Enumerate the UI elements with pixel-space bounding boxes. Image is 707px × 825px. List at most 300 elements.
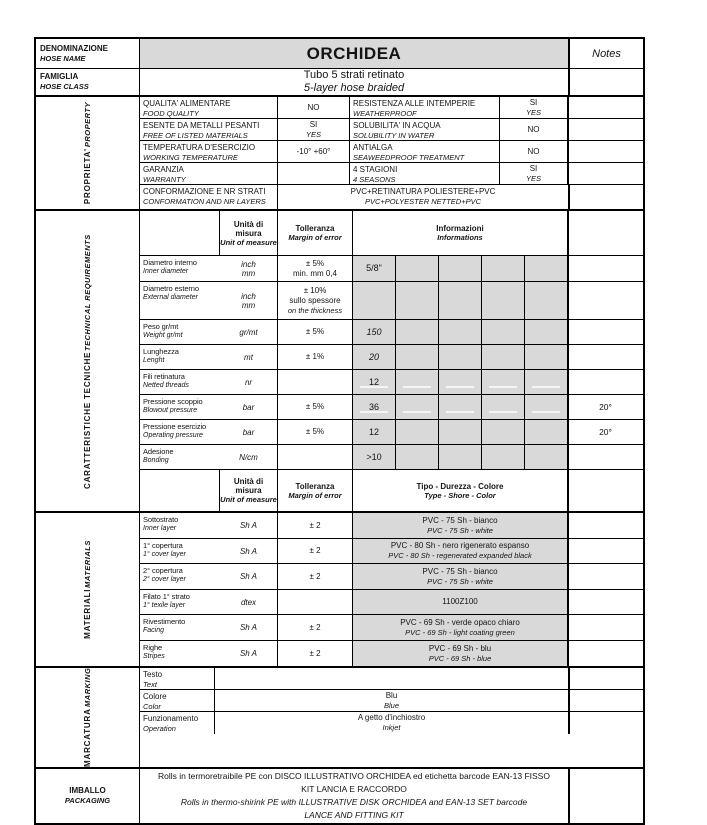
notes-cell bbox=[568, 119, 642, 140]
material-value-en: PVC - 69 Sh - light coating green bbox=[405, 627, 515, 637]
tolerance-value bbox=[278, 641, 353, 666]
notes-cell bbox=[569, 769, 643, 823]
data-cell bbox=[396, 420, 439, 444]
row-hose-name bbox=[36, 39, 643, 69]
property-name-en: SOLUBILITY IN WATER bbox=[353, 131, 435, 140]
tech-param-name-en: Blowout pressure bbox=[143, 407, 198, 414]
material-layer-name-it: Righe bbox=[143, 643, 163, 652]
tolerance-line: ± 2 bbox=[309, 546, 321, 555]
tech-row bbox=[140, 395, 643, 420]
material-row bbox=[140, 539, 643, 564]
material-value-it: 1100Z100 bbox=[442, 597, 478, 606]
property-value bbox=[278, 97, 350, 118]
material-layer bbox=[140, 513, 278, 538]
tolerance-value bbox=[278, 370, 353, 394]
type-shore-color-header-it: Tipo - Durezza - Colore bbox=[416, 481, 504, 491]
unit-line: N/cm bbox=[239, 452, 258, 462]
material-value-it: PVC - 75 Sh - bianco bbox=[422, 566, 498, 576]
tech-param-name bbox=[140, 256, 220, 281]
tolerance-value bbox=[278, 282, 353, 319]
conformation-value-it: PVC+RETINATURA POLIESTERE+PVC bbox=[350, 187, 496, 196]
property-row bbox=[140, 97, 643, 119]
data-cell bbox=[396, 256, 439, 281]
material-value bbox=[353, 513, 568, 538]
material-layer bbox=[140, 564, 278, 589]
material-layer bbox=[140, 590, 278, 614]
marking-row bbox=[140, 712, 643, 734]
materials-section-label-en: MATERIALS bbox=[83, 540, 92, 588]
data-cell bbox=[439, 282, 482, 319]
tech-param-name bbox=[140, 420, 220, 444]
data-cell bbox=[482, 395, 525, 419]
section-technical bbox=[36, 211, 643, 513]
material-value-it: PVC - 69 Sh - verde opaco chiaro bbox=[400, 617, 520, 627]
tolerance-value bbox=[278, 420, 353, 444]
material-value bbox=[353, 641, 568, 666]
unit-header-en: Unit of measure bbox=[220, 495, 277, 504]
data-value: 5/8" bbox=[366, 263, 382, 273]
data-cell bbox=[482, 345, 525, 369]
informations-header bbox=[353, 211, 568, 255]
informations-header-en: Informations bbox=[437, 233, 483, 242]
tech-param-name-it: Adesione bbox=[143, 447, 174, 456]
material-value bbox=[353, 564, 568, 589]
property-value-en: YES bbox=[525, 173, 541, 183]
tech-param-unit bbox=[220, 345, 277, 369]
unit-header-en: Unit of measure bbox=[220, 237, 277, 247]
tolerance-line: ± 5% bbox=[305, 402, 325, 411]
notes-cell bbox=[568, 590, 642, 614]
material-row bbox=[140, 590, 643, 615]
tech-param-name-it: Pressione scoppio bbox=[143, 397, 203, 406]
packaging-line-1: Rolls in termoretraibile PE con DISCO ILLUSTRATIVO ORCHIDEA ed etichetta barcode EAN-13 FISSO bbox=[158, 770, 550, 781]
material-layer-name-it: Rivestimento bbox=[143, 617, 186, 626]
data-cell bbox=[525, 345, 568, 369]
material-layer-name bbox=[140, 564, 220, 589]
dash-mark bbox=[446, 386, 475, 388]
tolerance-header-en: Margin of error bbox=[288, 233, 342, 242]
material-unit bbox=[220, 513, 277, 538]
marking-item-it: Colore bbox=[143, 692, 167, 701]
data-cell bbox=[439, 256, 482, 281]
notes-value: 20° bbox=[599, 427, 612, 437]
dash-mark bbox=[489, 386, 518, 388]
material-value-it: PVC - 80 Sh - nero rigenerato espanso bbox=[390, 541, 530, 550]
type-shore-color-header bbox=[353, 470, 568, 511]
tolerance-value bbox=[278, 256, 353, 281]
properties-section-label-en: PROPERTY bbox=[83, 101, 92, 148]
property-name-it: GARANZIA bbox=[143, 165, 184, 174]
unit-line: inch bbox=[241, 291, 256, 301]
technical-section-label-en: TECHNICAL REQUIREMENTS bbox=[83, 233, 92, 351]
material-layer bbox=[140, 615, 278, 640]
data-cell bbox=[353, 345, 396, 369]
marking-item bbox=[140, 712, 215, 734]
unit-line: dtex bbox=[240, 597, 257, 607]
conformation-value bbox=[278, 185, 569, 209]
data-value: >10 bbox=[366, 451, 382, 462]
data-cell bbox=[396, 445, 439, 469]
property-name bbox=[140, 119, 278, 140]
material-layer-name-it: Sottostrato bbox=[143, 515, 179, 524]
material-row bbox=[140, 615, 643, 641]
tolerance-header bbox=[278, 211, 353, 255]
packaging-line-3: Rolls in thermo-shirink PE with ILLUSTRATIVE DISK ORCHIDEA and EAN-13 SET barcode bbox=[180, 796, 528, 807]
tolerance-header-en: Margin of error bbox=[288, 490, 342, 500]
tech-param-name-en: Lenght bbox=[143, 357, 165, 364]
data-cell bbox=[396, 395, 439, 419]
unit-line: Sh A bbox=[239, 521, 258, 530]
property-name bbox=[350, 97, 500, 118]
notes-cell bbox=[568, 564, 642, 589]
tech-param-name-it: Diametro esterno bbox=[143, 284, 199, 293]
data-value: 12 bbox=[368, 376, 379, 387]
property-name-it: RESISTENZA ALLE INTEMPERIE bbox=[353, 99, 476, 108]
material-unit bbox=[220, 641, 277, 666]
tech-row bbox=[140, 256, 643, 282]
marking-row bbox=[140, 690, 643, 712]
data-cell bbox=[525, 370, 568, 394]
material-layer-name-en: 2° cover layer bbox=[143, 576, 186, 583]
material-unit bbox=[220, 615, 277, 640]
tech-param-unit bbox=[220, 445, 277, 469]
dash-mark bbox=[532, 411, 561, 413]
data-cell bbox=[482, 282, 525, 319]
tolerance-value bbox=[278, 320, 353, 344]
measure-header-row bbox=[140, 211, 643, 256]
properties-section-label bbox=[83, 102, 92, 204]
unit-line: Sh A bbox=[239, 623, 258, 632]
material-value-en: PVC - 75 Sh - white bbox=[427, 576, 493, 586]
material-value-en: PVC - 80 Sh - regenerated expanded black bbox=[388, 551, 532, 560]
tech-param bbox=[140, 420, 278, 444]
material-value bbox=[353, 615, 568, 640]
marking-item-en: Color bbox=[143, 702, 161, 711]
tech-row bbox=[140, 445, 643, 470]
property-name bbox=[140, 141, 278, 162]
tech-param-name-en: External diameter bbox=[143, 294, 198, 301]
material-layer bbox=[140, 539, 278, 563]
marking-value-en: Inkjet bbox=[382, 723, 401, 732]
unit-line: inch bbox=[241, 259, 256, 269]
data-value: 20 bbox=[368, 351, 379, 362]
data-cell bbox=[396, 370, 439, 394]
tolerance-line: ± 2 bbox=[309, 520, 321, 530]
data-cell bbox=[525, 320, 568, 344]
marking-value bbox=[215, 712, 569, 734]
data-cell bbox=[439, 370, 482, 394]
notes-cell bbox=[568, 513, 642, 538]
property-name-it: 4 STAGIONI bbox=[353, 165, 398, 174]
tolerance-line-en: on the thickness bbox=[287, 305, 343, 315]
conformation-name-it: CONFORMAZIONE E NR STRATI bbox=[143, 187, 266, 196]
unit-line: Sh A bbox=[239, 546, 258, 556]
property-name-en: 4 SEASONS bbox=[353, 175, 396, 184]
hose-class-label-it: FAMIGLIA bbox=[40, 72, 79, 81]
data-value: 150 bbox=[366, 326, 382, 337]
packaging-section-label-cell bbox=[36, 769, 140, 823]
property-name-en: WARRANTY bbox=[143, 175, 186, 184]
property-value-it: NO bbox=[527, 124, 540, 134]
notes-cell bbox=[568, 320, 642, 344]
unit-header-it: Unità di misura bbox=[233, 219, 264, 238]
material-layer-name-en: 1° texile layer bbox=[143, 602, 186, 609]
tech-param-name-it: Lunghezza bbox=[143, 347, 179, 356]
tolerance-value bbox=[278, 539, 353, 563]
tech-param bbox=[140, 345, 278, 369]
tech-param-name bbox=[140, 445, 220, 469]
unit-of-measure-header bbox=[220, 470, 278, 511]
property-name bbox=[350, 119, 500, 140]
data-cell bbox=[439, 345, 482, 369]
notes-cell bbox=[568, 539, 642, 563]
unit-header-it: Unità di misura bbox=[233, 477, 264, 495]
unit-line: nr bbox=[244, 377, 253, 387]
packaging-text-cell bbox=[140, 769, 569, 823]
conformation-name bbox=[140, 185, 278, 209]
material-layer-name-it: 1° copertura bbox=[143, 541, 183, 550]
tolerance-header-it: Tolleranza bbox=[295, 481, 335, 491]
material-layer-name-en: Inner layer bbox=[143, 525, 177, 532]
packaging-line-4: LANCE AND FITTING KIT bbox=[304, 809, 404, 820]
data-cell bbox=[439, 395, 482, 419]
data-cell bbox=[353, 420, 396, 444]
tolerance-line: ± 5% bbox=[305, 327, 325, 336]
hose-name-label-it: DENOMINAZIONE bbox=[40, 43, 108, 53]
data-cell bbox=[482, 445, 525, 469]
packaging-label-en: PACKAGING bbox=[64, 795, 111, 805]
property-value-it: SI bbox=[529, 163, 538, 173]
tech-param-name bbox=[140, 282, 220, 319]
data-cell bbox=[439, 445, 482, 469]
property-value bbox=[500, 141, 568, 162]
property-value bbox=[500, 97, 568, 118]
tech-param-name-it: Pressione esercizio bbox=[143, 422, 207, 431]
section-packaging bbox=[36, 769, 643, 823]
tech-param-name-en: Weight gr/mt bbox=[143, 332, 183, 339]
marking-value-it: A getto d'inchiostro bbox=[357, 713, 426, 722]
data-cell bbox=[525, 395, 568, 419]
measure-header-row bbox=[140, 470, 643, 511]
marking-section-label-cell bbox=[36, 668, 140, 767]
tech-param-name bbox=[140, 370, 220, 394]
dash-mark bbox=[403, 411, 432, 413]
notes-cell bbox=[568, 395, 642, 419]
notes-column-header: Notes bbox=[592, 47, 621, 60]
tech-row bbox=[140, 320, 643, 345]
property-value bbox=[278, 163, 350, 184]
tech-param-name-it: Diametro interno bbox=[143, 258, 197, 267]
data-cell bbox=[439, 420, 482, 444]
hose-class-value bbox=[140, 69, 569, 95]
material-row bbox=[140, 513, 643, 539]
tolerance-value bbox=[278, 395, 353, 419]
tolerance-value bbox=[278, 513, 353, 538]
dash-mark bbox=[446, 411, 475, 413]
material-value-en: PVC - 69 Sh - blue bbox=[428, 653, 492, 663]
notes-cell bbox=[569, 712, 643, 734]
notes-value: 20° bbox=[599, 402, 612, 412]
data-cell bbox=[525, 445, 568, 469]
tech-param-name bbox=[140, 320, 220, 344]
dash-mark bbox=[360, 386, 389, 388]
material-layer-name bbox=[140, 615, 220, 640]
unit-line: bar bbox=[242, 427, 255, 437]
material-unit bbox=[220, 564, 277, 589]
tolerance-value bbox=[278, 445, 353, 469]
data-cell bbox=[525, 282, 568, 319]
data-value: 12 bbox=[368, 426, 379, 437]
tolerance-line: ± 5% bbox=[305, 258, 325, 268]
material-value-it: PVC - 69 Sh - blu bbox=[428, 643, 492, 653]
dash-mark bbox=[532, 386, 561, 388]
notes-cell bbox=[568, 211, 642, 255]
hose-spec-table bbox=[34, 37, 645, 825]
notes-cell bbox=[568, 345, 642, 369]
notes-cell bbox=[568, 615, 642, 640]
material-layer-name bbox=[140, 513, 220, 538]
tech-param-name bbox=[140, 345, 220, 369]
property-name-it: ESENTE DA METALLI PESANTI bbox=[143, 121, 260, 130]
material-layer-name bbox=[140, 590, 220, 614]
property-name bbox=[350, 163, 500, 184]
notes-cell bbox=[568, 97, 642, 118]
data-cell bbox=[525, 256, 568, 281]
notes-cell bbox=[568, 141, 642, 162]
tech-param-name-it: Peso gr/mt bbox=[143, 322, 179, 331]
packaging-label-it: IMBALLO bbox=[69, 785, 106, 795]
tolerance-header-it: Tolleranza bbox=[295, 224, 335, 233]
tech-param-unit bbox=[220, 282, 277, 319]
tech-param bbox=[140, 370, 278, 394]
material-value bbox=[353, 539, 568, 563]
marking-row bbox=[140, 668, 643, 690]
property-row bbox=[140, 141, 643, 163]
material-layer-name-it: Filato 1° strato bbox=[143, 592, 190, 601]
data-cell bbox=[353, 320, 396, 344]
tech-param-name bbox=[140, 395, 220, 419]
material-layer-name bbox=[140, 539, 220, 563]
marking-item-en: Text bbox=[143, 680, 157, 689]
tolerance-value bbox=[278, 590, 353, 614]
tech-param bbox=[140, 445, 278, 469]
tolerance-line: sullo spessore bbox=[289, 295, 341, 305]
property-value-en: YES bbox=[305, 129, 321, 139]
property-name-en: SEAWEEDPROOF TREATMENT bbox=[353, 153, 465, 162]
tolerance-value bbox=[278, 345, 353, 369]
hose-class-label-en: HOSE CLASS bbox=[40, 82, 89, 91]
notes-cell bbox=[568, 445, 642, 469]
property-name-en: WORKING TEMPERATURE bbox=[143, 153, 238, 162]
dash-mark bbox=[360, 411, 389, 413]
data-cell bbox=[396, 282, 439, 319]
marking-item-en: Operation bbox=[143, 724, 176, 733]
tech-row bbox=[140, 282, 643, 320]
tech-param-unit bbox=[220, 256, 277, 281]
property-value-it: SI bbox=[529, 97, 538, 107]
tech-row bbox=[140, 345, 643, 370]
data-cell bbox=[482, 320, 525, 344]
product-name-cell bbox=[140, 39, 569, 68]
tech-param bbox=[140, 395, 278, 419]
tolerance-value bbox=[278, 564, 353, 589]
notes-column-header-cell bbox=[569, 39, 643, 68]
tech-param-name-en: Bonding bbox=[143, 457, 169, 464]
tech-param-name-en: Netted threads bbox=[143, 382, 189, 389]
unit-line: mm bbox=[241, 300, 256, 310]
property-value bbox=[500, 163, 568, 184]
property-name-it: ANTIALGA bbox=[353, 143, 393, 152]
properties-section-label-it: PROPRIETA' bbox=[83, 148, 92, 205]
material-layer bbox=[140, 641, 278, 666]
data-cell bbox=[396, 345, 439, 369]
conformation-row bbox=[140, 185, 643, 209]
data-cell bbox=[353, 256, 396, 281]
hose-name-label-en: HOSE NAME bbox=[40, 53, 86, 63]
material-layer-name-en: Facing bbox=[143, 627, 165, 634]
section-marking bbox=[36, 668, 643, 769]
section-properties bbox=[36, 97, 643, 211]
tech-param-name-it: Fili retinatura bbox=[143, 372, 185, 381]
product-name: ORCHIDEA bbox=[306, 43, 402, 63]
blank-cell bbox=[140, 211, 220, 255]
property-name-en: FOOD QUALITY bbox=[143, 109, 199, 118]
property-value-it: NO bbox=[307, 102, 320, 112]
data-cell bbox=[353, 282, 396, 319]
tech-param bbox=[140, 256, 278, 281]
unit-line: gr/mt bbox=[239, 327, 258, 337]
property-name-it: QUALITA' ALIMENTARE bbox=[143, 99, 231, 108]
data-cell bbox=[396, 320, 439, 344]
notes-cell bbox=[568, 370, 642, 394]
marking-value bbox=[215, 690, 569, 711]
tolerance-line: ± 2 bbox=[309, 622, 321, 632]
data-cell bbox=[482, 256, 525, 281]
data-cell bbox=[353, 395, 396, 419]
material-layer-name bbox=[140, 641, 220, 666]
property-name-it: TEMPERATURA D'ESERCIZIO bbox=[143, 143, 256, 152]
data-cell bbox=[353, 445, 396, 469]
tech-param bbox=[140, 282, 278, 319]
property-value-it: SI bbox=[309, 119, 318, 129]
tolerance-line: ± 2 bbox=[309, 648, 321, 658]
type-shore-color-header-en: Type - Shore - Color bbox=[424, 490, 496, 500]
section-materials bbox=[36, 513, 643, 668]
materials-section-label-it: MATERIALI bbox=[83, 588, 92, 639]
property-name bbox=[140, 97, 278, 118]
conformation-name-en: CONFORMATION AND NR LAYERS bbox=[143, 197, 266, 206]
notes-cell bbox=[568, 641, 642, 666]
tech-param-unit bbox=[220, 395, 277, 419]
notes-cell bbox=[569, 185, 643, 209]
unit-line: mt bbox=[244, 352, 253, 362]
unit-line: Sh A bbox=[239, 572, 258, 581]
hose-class-value-it: Tubo 5 strati retinato bbox=[303, 69, 405, 81]
marking-section-label-en: MARKING bbox=[83, 668, 92, 708]
marking-value bbox=[215, 668, 569, 689]
tolerance-line: min. mm 0,4 bbox=[292, 268, 337, 278]
tech-param-unit bbox=[220, 370, 277, 394]
dash-mark bbox=[489, 411, 518, 413]
tech-row bbox=[140, 370, 643, 395]
material-value-it: PVC - 75 Sh - bianco bbox=[422, 515, 498, 525]
notes-cell bbox=[569, 69, 643, 95]
marking-item bbox=[140, 668, 215, 689]
tolerance-header bbox=[278, 470, 353, 511]
material-layer-name-en: 1° cover layer bbox=[143, 551, 186, 558]
unit-line: Sh A bbox=[239, 649, 258, 658]
property-value-it: -10° +60° bbox=[296, 146, 331, 156]
